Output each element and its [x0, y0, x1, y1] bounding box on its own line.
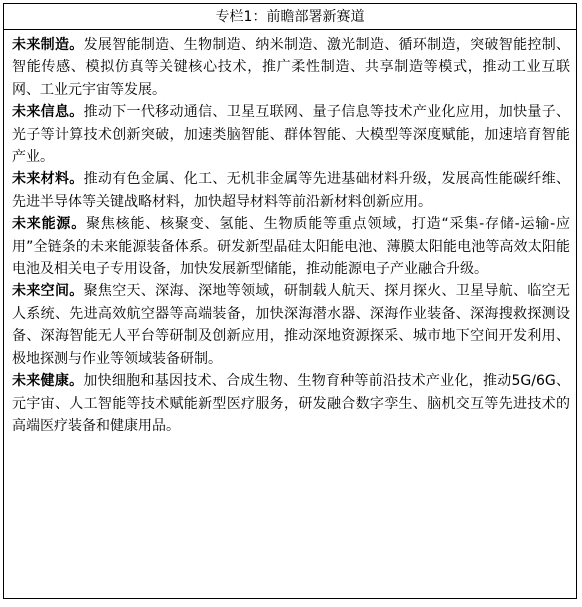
item-heading: 未来健康。 — [12, 373, 84, 390]
item-future-manufacturing — [12, 34, 570, 101]
item-heading: 未来信息。 — [12, 104, 84, 121]
item-heading: 未来能源。 — [12, 216, 87, 233]
item-text: 加快细胞和基因技术、合成生物、生物育种等前沿技术产业化，推动5G/6G、元宇宙、人工智能等技术赋能新型医疗服务，研发融合数字孪生、脑机交互等先进技术的高端医疗装备和健康用品。 — [12, 373, 570, 434]
item-heading: 未来制造。 — [12, 37, 84, 53]
item-future-information — [12, 101, 570, 168]
item-text: 聚焦空天、深海、深地等领域，研制载人航天、探月探火、卫星导航、临空无人系统、先进高效航空器等高端装备，加快深海潜水器、深海作业装备、深海搜救探测设备、深海智能无人平台等研制及创新应用，推动深地资源探采、城市地下空间开发利用、极地探测与作业等领域装备研制。 — [12, 283, 571, 367]
item-future-space — [12, 280, 570, 370]
box-title: 专栏1：前瞻部署新赛道 — [4, 4, 576, 30]
item-future-energy — [12, 213, 570, 280]
item-heading: 未来材料。 — [12, 171, 84, 188]
item-text: 聚焦核能、核聚变、氢能、生物质能等重点领域，打造“采集-存储-运输-应用”全链条的未来能源装备体系。研发新型晶硅太阳能电池、薄膜太阳能电池等高效太阳能电池及相关电子专用设备，加快发展新型储能，推动能源电子产业融合升级。 — [12, 216, 570, 278]
item-future-health — [12, 370, 570, 437]
item-text: 推动有色金属、化工、无机非金属等先进基础材料升级，发展高性能碳纤维、先进半导体等关键战略材料，加快超导材料等前沿新材料创新应用。 — [12, 171, 571, 210]
item-text: 发展智能制造、生物制造、纳米制造、激光制造、循环制造，突破智能控制、智能传感、模拟仿真等关键核心技术，推广柔性制造、共享制造等模式，推动工业互联网、工业元宇宙等发展。 — [12, 37, 571, 98]
column-box — [3, 3, 577, 599]
box-content — [4, 30, 576, 437]
item-heading: 未来空间。 — [12, 283, 84, 300]
item-text: 推动下一代移动通信、卫星互联网、量子信息等技术产业化应用，加快量子、光子等计算技术创新突破，加速类脑智能、群体智能、大模型等深度赋能，加速培育智能产业。 — [12, 104, 571, 166]
item-future-materials — [12, 168, 570, 213]
